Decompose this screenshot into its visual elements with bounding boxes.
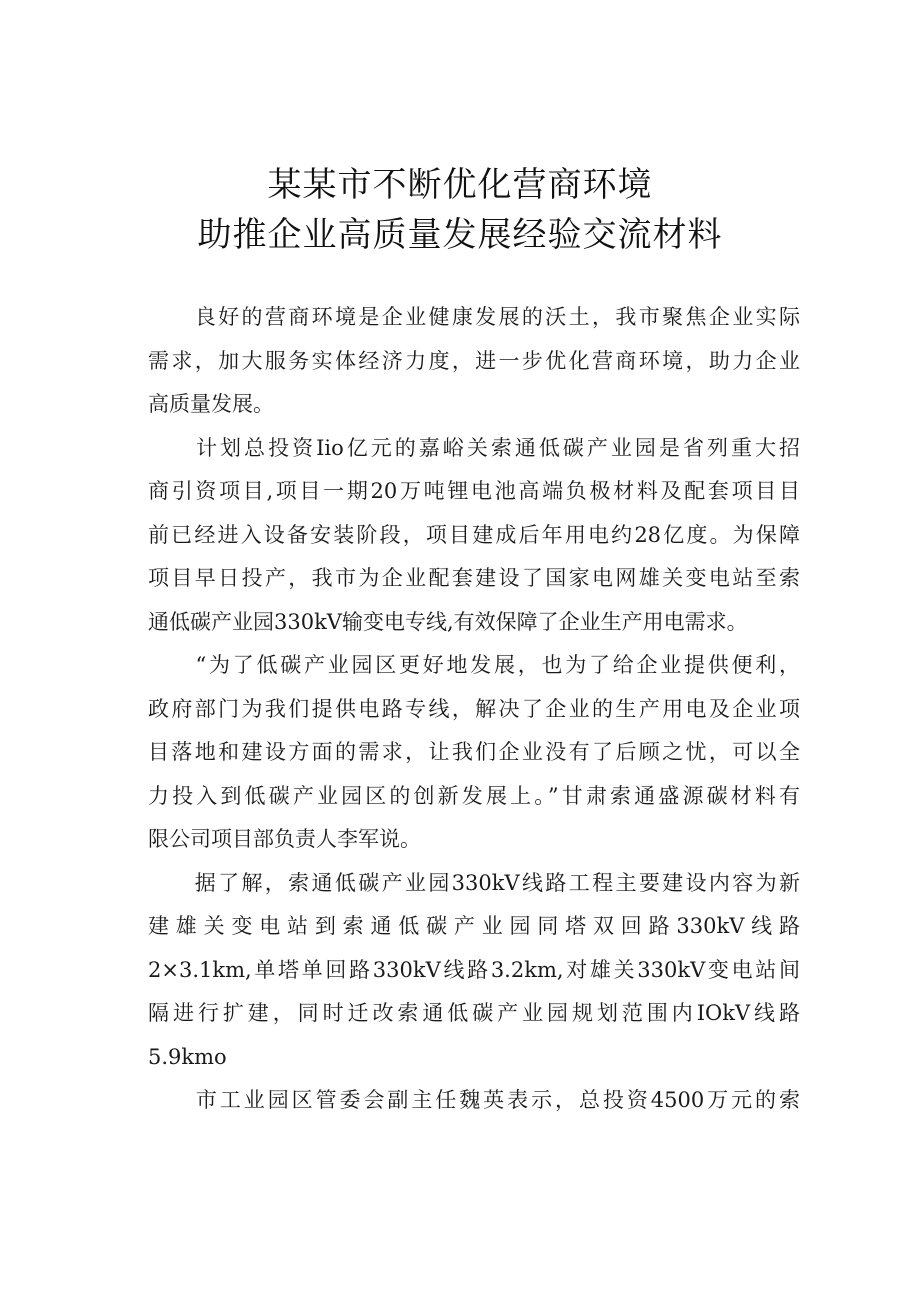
text-line: 高质量发展。 xyxy=(148,392,274,416)
text-line: 计划总投资Iio亿元的嘉峪关索通低碳产业园是省列重大招 xyxy=(148,435,800,460)
title-line-1: 某某市不断优化营商环境 xyxy=(267,165,653,205)
text-line: 商引资项目,项目一期20万吨锂电池高端负极材料及配套项目目 xyxy=(148,479,800,503)
document-title xyxy=(0,160,920,260)
title-line-2: 助推企业高质量发展经验交流材料 xyxy=(197,215,723,255)
text-line: 建雄关变电站到索通低碳产业园同塔双回路330kV线路 xyxy=(148,914,800,938)
text-line: 隔进行扩建，同时迁改索通低碳产业园规划范围内IOkV线路 xyxy=(148,1001,800,1025)
text-line: 2×3.1km,单塔单回路330kV线路3.2km,对雄关330kV变电站间 xyxy=(148,957,800,982)
paragraph-2 xyxy=(148,427,800,645)
text-line: “为了低碳产业园区更好地发展，也为了给企业提供便利， xyxy=(148,653,800,677)
text-line: 政府部门为我们提供电路专线，解决了企业的生产用电及企业项 xyxy=(148,696,800,721)
text-line: 5.9kmo xyxy=(148,1044,227,1069)
text-line: 据了解，索通低碳产业园330kV线路工程主要建设内容为新 xyxy=(148,870,800,895)
text-line: 需求，加大服务实体经济力度，进一步优化营商环境，助力企业 xyxy=(148,348,800,373)
text-line: 前已经进入设备安装阶段，项目建成后年用电约28亿度。为保障 xyxy=(148,522,800,547)
text-line: 力投入到低碳产业园区的创新发展上。”甘肃索通盛源碳材料有 xyxy=(148,783,800,808)
document-body xyxy=(148,296,800,1123)
paragraph-5 xyxy=(148,1079,800,1123)
text-line: 市工业园区管委会副主任魏英表示，总投资4500万元的索 xyxy=(148,1088,800,1112)
paragraph-3 xyxy=(148,644,800,862)
text-line: 限公司项目部负责人李军说。 xyxy=(148,827,421,851)
text-line: 目落地和建设方面的需求，让我们企业没有了后顾之忧，可以全 xyxy=(148,740,800,764)
text-line: 项目早日投产，我市为企业配套建设了国家电网雄关变电站至索 xyxy=(148,566,800,590)
paragraph-1 xyxy=(148,296,800,427)
text-line: 通低碳产业园330kV输变电专线,有效保障了企业生产用电需求。 xyxy=(148,609,748,634)
text-line: 良好的营商环境是企业健康发展的沃土，我市聚焦企业实际 xyxy=(148,305,800,329)
paragraph-4 xyxy=(148,862,800,1080)
